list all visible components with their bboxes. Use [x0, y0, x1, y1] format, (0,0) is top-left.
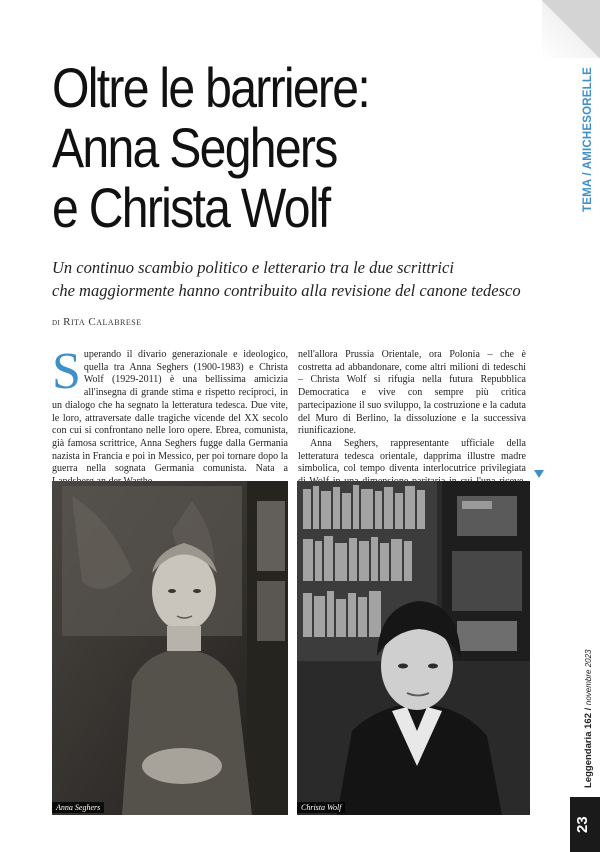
title-line-2: Anna Seghers	[52, 116, 337, 179]
photo-caption: Anna Seghers	[52, 802, 104, 813]
title-line-3: e Christa Wolf	[52, 176, 330, 239]
subtitle-line-1: Un continuo scambio politico e letterario tra le due scrittrici	[52, 258, 454, 277]
body-text-left: uperando il divario generazionale e ideologico, quella tra Anna Seghers (1900-1983) e Christa Wolf (1929-2011) è una bellissima amicizia all'insegna di grande stima e rispetto reciproci, in un dialogo che ha segnato la letteratura tedesca. Due vite, le loro, attraversate dalle tragiche vicende del XX secolo con cui si confrontano nelle loro opere. Ebrea, comunista, già famosa scrittrice, Anna Seghers fugge dalla Germania nazista in Francia e poi in Messico, per poi tornare dopo la guerra nella sognata Germania comunista. Nata a	[52, 349, 288, 475]
title-line-1: Oltre le barriere:	[52, 56, 369, 119]
section-tag: TEMA / AMICHESORELLE	[582, 67, 594, 212]
subtitle-line-2: che maggiormente hanno contribuito alla revisione del canone tedesco	[52, 281, 521, 300]
issue-date: novembre 2023	[584, 649, 593, 706]
page-number: 23	[574, 816, 591, 833]
body-column-left	[52, 343, 288, 489]
byline	[52, 316, 142, 328]
body-paragraph-2: Anna Seghers, rappresentante ufficiale della letteratura tedesca orientale, dapprima illustre madre simbolica, col tempo diventa interlocutrice privilegiata	[298, 437, 526, 475]
photo-caption: Christa Wolf	[297, 802, 345, 813]
body-paragraph	[52, 343, 288, 489]
magazine-name: Leggendaria 162 /	[583, 707, 594, 788]
photo-illustration	[52, 481, 288, 815]
page-fold	[542, 0, 600, 58]
photo-christa-wolf	[297, 481, 530, 815]
photo-anna-seghers	[52, 481, 288, 815]
article-title	[52, 58, 456, 238]
photo-illustration	[297, 481, 530, 815]
body-paragraph-1: nell'allora Prussia Orientale, ora Polonia – che è costretta ad abbandonare, come altri milioni di tedeschi – Christa Wolf si rifugia nella futura Repubblica Democratica e vive con sempre più critica partecipazione il suo sviluppo, la costruzione e la caduta del Muro di Berlino, la dissoluzione e la successiva riunificazione.	[298, 349, 526, 437]
byline-author: Rita Calabrese	[63, 316, 142, 328]
byline-prefix: di	[52, 317, 61, 328]
article-subtitle	[52, 256, 522, 302]
body-column-right	[298, 349, 526, 501]
drop-cap: S	[52, 343, 81, 400]
magazine-issue-info	[583, 650, 594, 789]
page-number-tab	[570, 797, 600, 852]
down-triangle-icon	[534, 470, 544, 478]
